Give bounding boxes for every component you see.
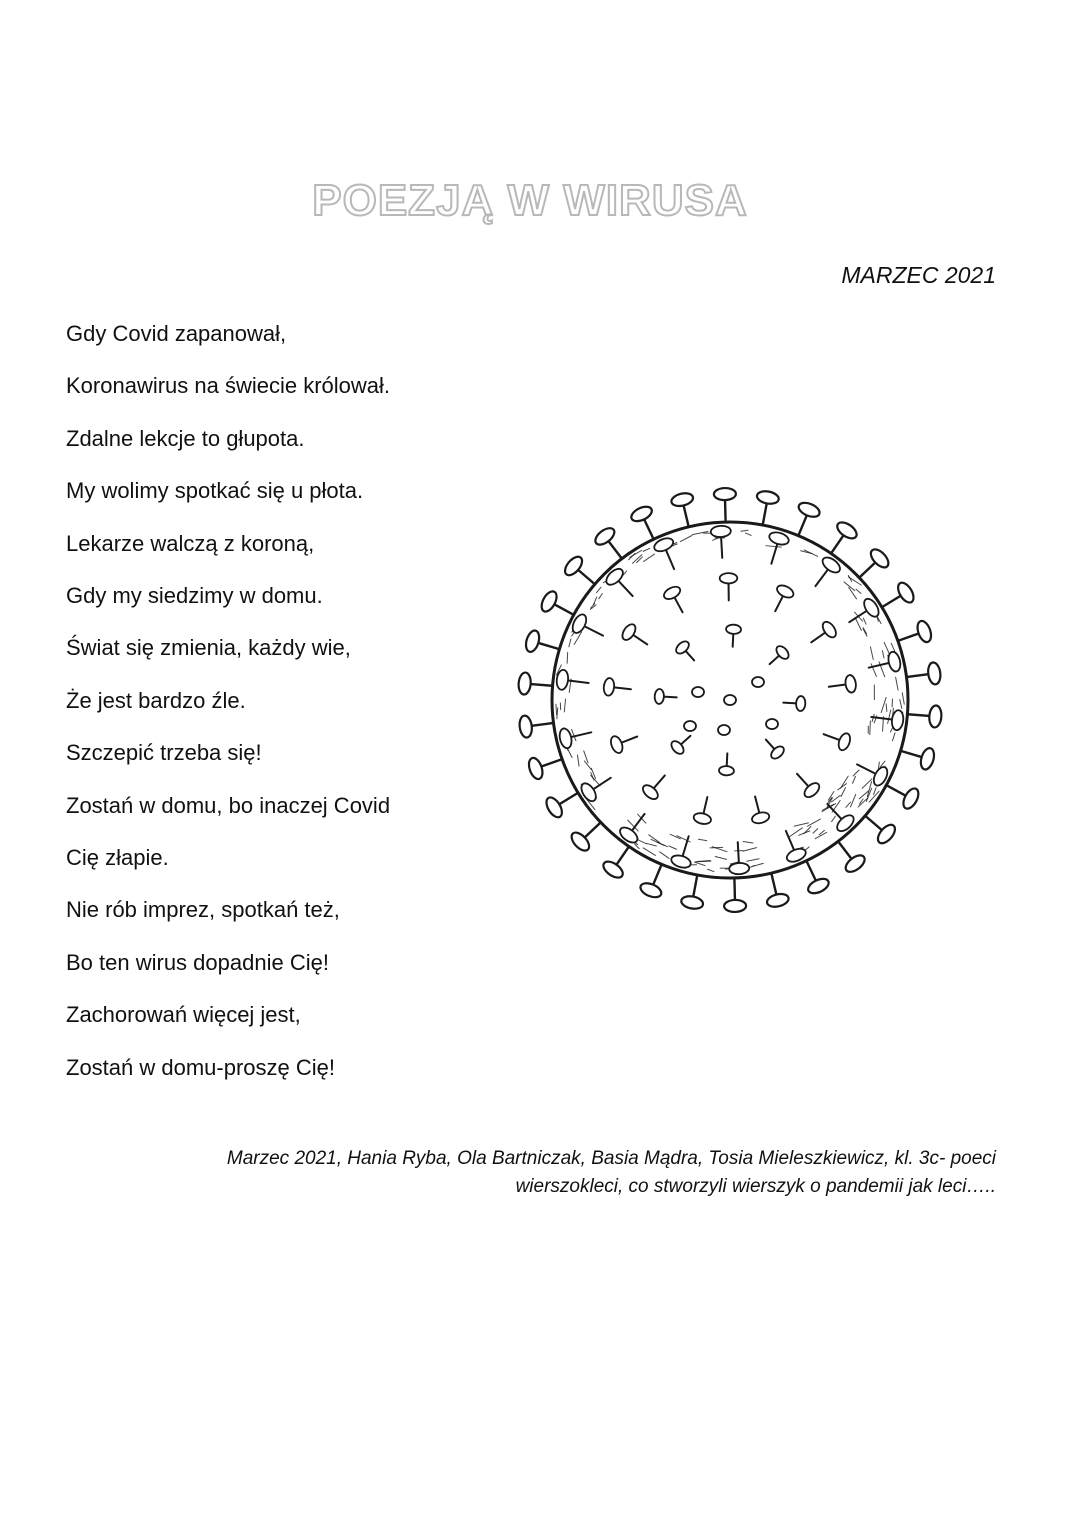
spike-icon: [766, 719, 778, 729]
spike-icon: [861, 812, 899, 846]
poem-line: Świat się zmienia, każdy wie,: [66, 635, 351, 661]
spike-icon: [718, 725, 730, 735]
poem-line: Zostań w domu-proszę Cię!: [66, 1054, 335, 1080]
date-label: MARZEC 2021: [841, 262, 996, 288]
poem-line: Bo ten wirus dopadnie Cię!: [66, 949, 329, 975]
spike-icon: [855, 546, 892, 581]
poem-line: Że jest bardzo źle.: [66, 687, 246, 713]
poem-line: Koronawirus na świecie królował.: [66, 373, 391, 399]
spike-icon: [568, 818, 605, 853]
spike-icon: [692, 687, 704, 697]
credit-line-1: Marzec 2021, Hania Ryba, Ola Bartniczak, Basia Mądra, Tosia Mieleszkiewicz, kl. 3c- poeci: [226, 1148, 996, 1169]
poem-line: Zostań w domu, bo inaczej Covid: [66, 792, 391, 818]
credit-line-2: wierszokleci, co stworzyli wierszyk o pandemii jak leci…..: [515, 1176, 996, 1197]
poem-line: Zachorowań więcej jest,: [66, 1002, 301, 1028]
spike-icon: [828, 519, 860, 558]
spike-icon: [601, 842, 633, 881]
spike-icon: [752, 677, 764, 687]
poem-line: Lekarze walczą z koroną,: [66, 530, 315, 556]
spike-icon: [684, 721, 696, 731]
poem: [66, 308, 506, 1094]
poem-line: Szczepić trzeba się!: [66, 740, 262, 766]
poem-line: Gdy my siedzimy w domu.: [66, 583, 323, 609]
poem-line: My wolimy spotkać się u płota.: [66, 478, 364, 504]
credit: [96, 1145, 996, 1201]
poem-line: Cię złapie.: [66, 845, 169, 871]
poem-line: Zdalne lekcje to głupota.: [66, 425, 305, 451]
page-title: POEZJĄ W WIRUSA: [312, 176, 748, 225]
poem-line: Nie rób imprez, spotkań też,: [66, 897, 340, 923]
poem-line: Gdy Covid zapanował,: [66, 321, 287, 346]
spike-icon: [562, 554, 600, 588]
coronavirus-icon: [510, 478, 950, 918]
spike-icon: [592, 525, 625, 563]
spike-icon: [835, 837, 868, 875]
spike-icon: [724, 695, 736, 705]
